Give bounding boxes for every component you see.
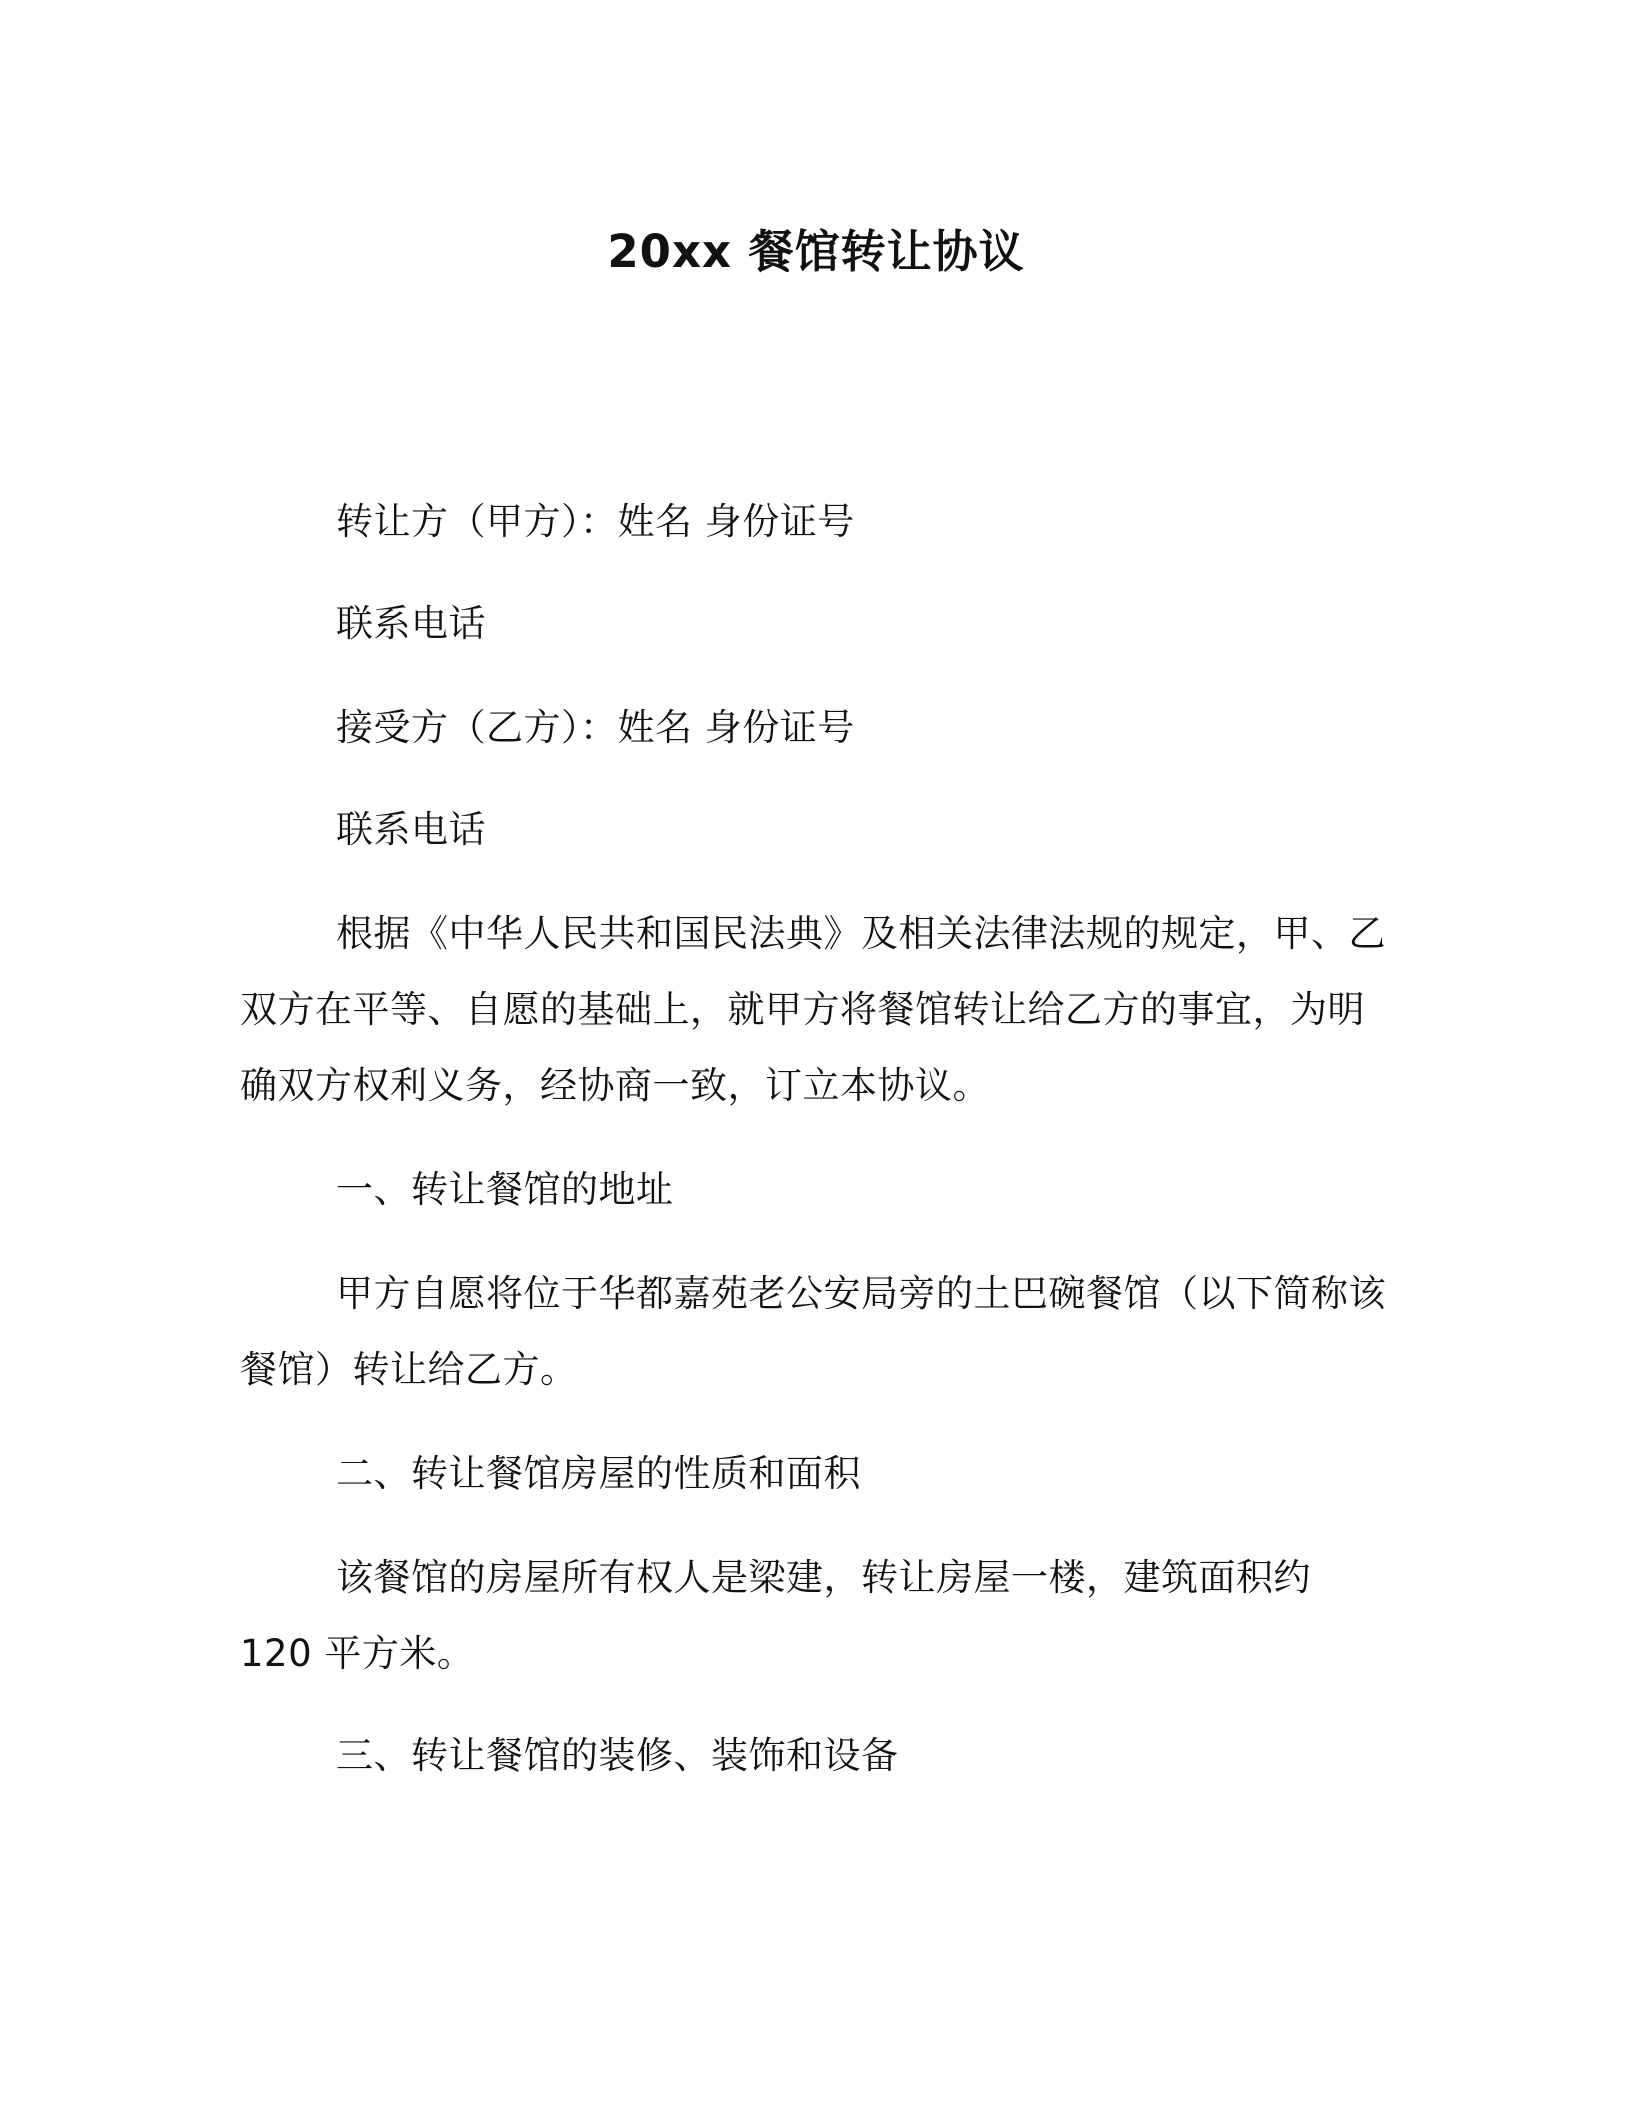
section-2-body: 该餐馆的房屋所有权人是梁建，转让房屋一楼，建筑面积约 120 平方米。 — [240, 1556, 1311, 1675]
section-3-heading: 三、转让餐馆的装修、装饰和设备 — [336, 1734, 899, 1777]
section-2-heading: 二、转让餐馆房屋的性质和面积 — [336, 1452, 861, 1495]
party-b-line: 接受方（乙方）：姓名 身份证号 — [336, 706, 855, 749]
party-b-phone-line: 联系电话 — [336, 808, 486, 851]
document-title: 20xx 餐馆转让协议 — [607, 225, 1025, 278]
party-a-line: 转让方（甲方）：姓名 身份证号 — [336, 500, 855, 543]
section-1-heading: 一、转让餐馆的地址 — [336, 1168, 674, 1211]
preamble-paragraph: 根据《中华人民共和国民法典》及相关法律法规的规定，甲、乙双方在平等、自愿的基础上，就甲方将餐馆转让给乙方的事宜，为明确双方权利义务，经协商一致，订立本协议。 — [240, 912, 1386, 1107]
section-1-body: 甲方自愿将位于华都嘉苑老公安局旁的土巴碗餐馆（以下简称该餐馆）转让给乙方。 — [240, 1272, 1386, 1391]
party-a-phone-line: 联系电话 — [336, 602, 486, 645]
